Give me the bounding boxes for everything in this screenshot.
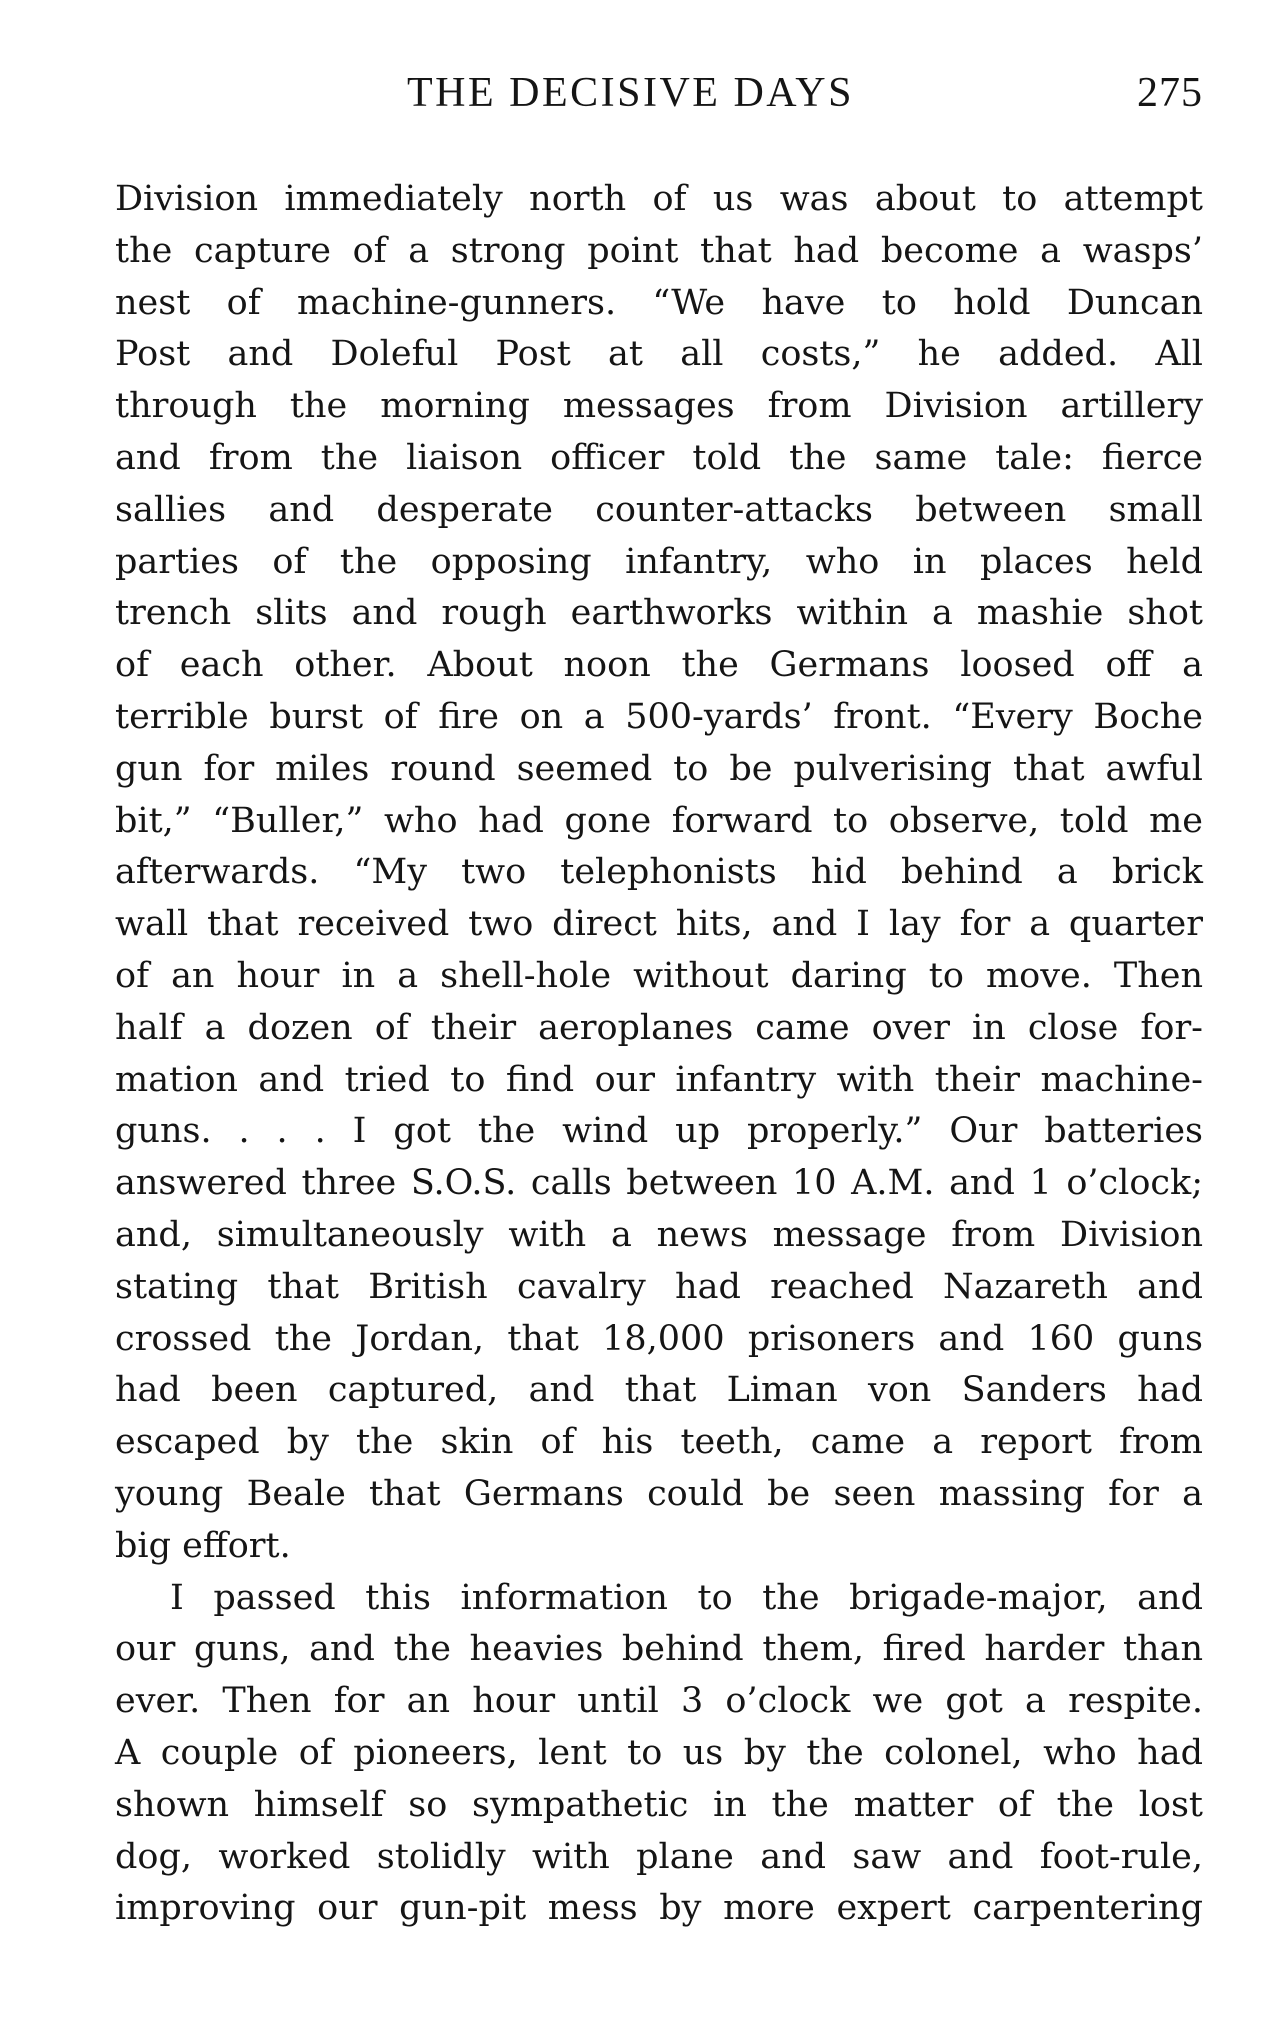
text-line: through the morning messages from Division artillery xyxy=(115,386,1203,427)
paragraph-end-line: big effort. xyxy=(115,1525,291,1566)
text-line: half a dozen of their aeroplanes came over in close for- xyxy=(115,1007,1203,1048)
text-line: trench slits and rough earthworks within a mashie shot xyxy=(115,593,1203,634)
text-line: ever. Then for an hour until 3 o’clock we got a respite. xyxy=(115,1681,1203,1722)
text-line: young Beale that Germans could be seen massing for a xyxy=(115,1473,1203,1514)
running-head xyxy=(115,70,1203,130)
text-line: of each other. About noon the Germans loosed off a xyxy=(115,645,1203,686)
text-line: our guns, and the heavies behind them, fired harder than xyxy=(115,1629,1203,1670)
text-line: guns. . . . I got the wind up properly.” Our batteries xyxy=(115,1111,1203,1152)
text-line: Post and Doleful Post at all costs,” he added. All xyxy=(115,334,1203,375)
text-line: crossed the Jordan, that 18,000 prisoners and 160 guns xyxy=(115,1318,1203,1359)
text-line: gun for miles round seemed to be pulverising that awful xyxy=(115,748,1203,789)
text-line: terrible burst of fire on a 500-yards’ front. “Every Boche xyxy=(115,696,1203,737)
text-line: sallies and desperate counter-attacks between small xyxy=(115,489,1203,530)
text-line: Division immediately north of us was about to attempt xyxy=(115,179,1203,219)
text-line: wall that received two direct hits, and I lay for a quarter xyxy=(115,904,1203,945)
chapter-title: THE DECISIVE DAYS xyxy=(407,70,854,116)
text-line: bit,” “Buller,” who had gone forward to observe, told me xyxy=(115,800,1203,841)
text-line: dog, worked stolidly with plane and saw and foot-rule, xyxy=(115,1836,1203,1877)
text-line: the capture of a strong point that had become a wasps’ xyxy=(115,230,1203,271)
text-line: afterwards. “My two telephonists hid behind a brick xyxy=(115,852,1203,893)
text-line: parties of the opposing infantry, who in places held xyxy=(115,541,1203,582)
text-line: of an hour in a shell-hole without daring to move. Then xyxy=(115,955,1203,996)
paragraph-start-line: I passed this information to the brigade-major, and xyxy=(170,1577,1203,1618)
text-line: answered three S.O.S. calls between 10 A.M. and 1 o’clock; xyxy=(115,1163,1203,1204)
text-line: A couple of pioneers, lent to us by the colonel, who had xyxy=(115,1732,1203,1773)
text-line: and from the liaison officer told the same tale: fierce xyxy=(115,437,1203,478)
body-text xyxy=(115,174,1203,1935)
page-number: 275 xyxy=(1137,70,1203,116)
text-line: and, simultaneously with a news message from Division xyxy=(115,1214,1203,1255)
text-line: improving our gun-pit mess by more expert carpentering xyxy=(115,1888,1203,1929)
text-line: had been captured, and that Liman von Sanders had xyxy=(115,1370,1203,1411)
text-line: mation and tried to find our infantry with their machine- xyxy=(115,1059,1203,1100)
text-line: nest of machine-gunners. “We have to hold Duncan xyxy=(115,282,1203,323)
text-line: escaped by the skin of his teeth, came a report from xyxy=(115,1422,1203,1463)
text-line: shown himself so sympathetic in the matter of the lost xyxy=(115,1784,1203,1825)
text-line: stating that British cavalry had reached Nazareth and xyxy=(115,1266,1203,1307)
